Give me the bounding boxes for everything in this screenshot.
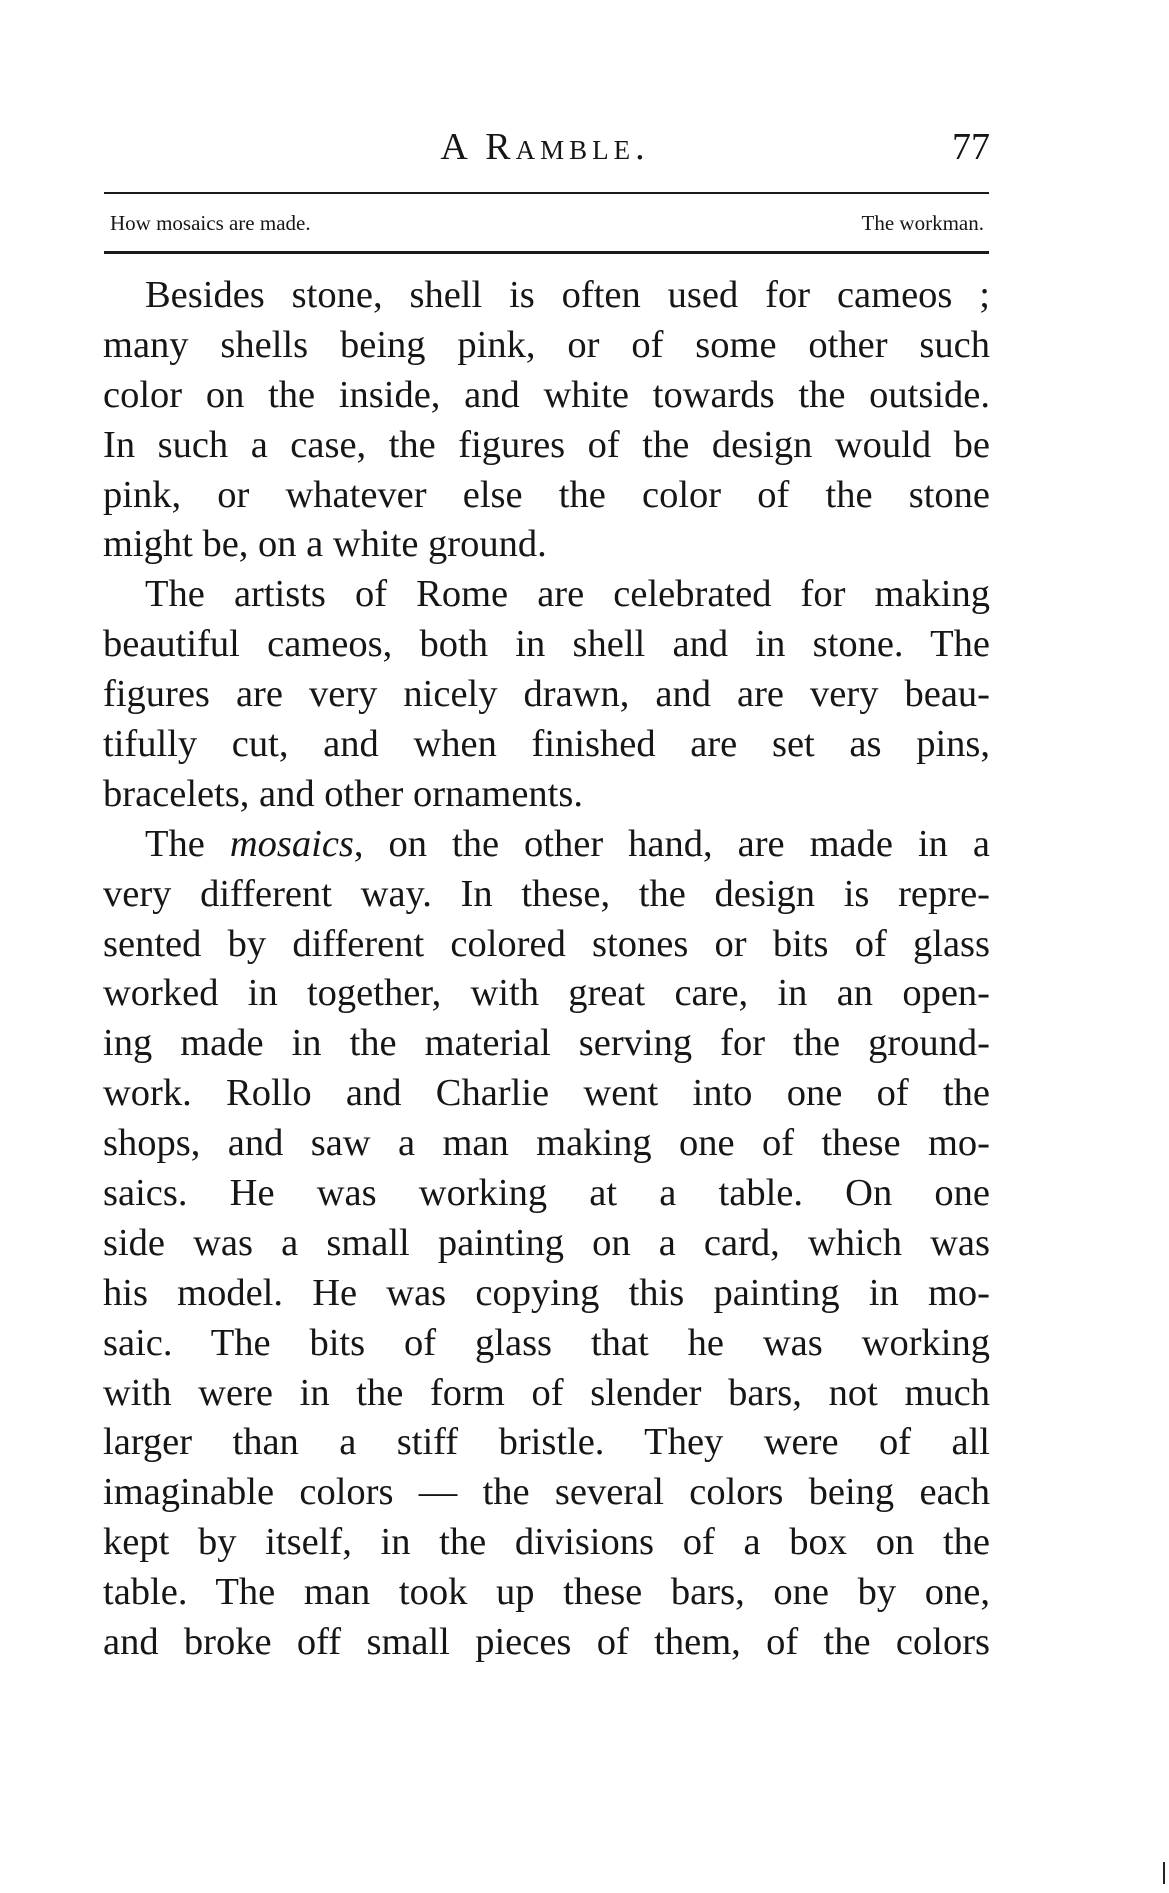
text-line: larger than a stiff bristle. They were of all — [103, 1421, 990, 1464]
text-line: very different way. In these, the design is repre- — [103, 872, 990, 915]
text-line: might be, on a white ground. — [103, 523, 547, 566]
header-rule-bottom — [104, 251, 989, 254]
sidenote-left: How mosaics are made. — [110, 211, 311, 235]
text-line: tifully cut, and when finished are set as pins, — [103, 723, 990, 766]
text-line: saics. He was working at a table. On one — [103, 1172, 990, 1215]
italic-term-mosaics: mosaics — [229, 822, 354, 865]
text-line: his model. He was copying this painting in mo- — [103, 1271, 990, 1314]
text-line: Besides stone, shell is often used for cameos ; — [145, 274, 990, 316]
chapter-title: A Ramble. — [440, 126, 650, 168]
text-run: The — [145, 822, 230, 865]
text-line: and broke off small pieces of them, of the colors — [103, 1621, 990, 1664]
text-line: saic. The bits of glass that he was working — [103, 1321, 990, 1364]
scan-edge-mark — [1163, 1862, 1165, 1884]
text-line-first — [103, 820, 990, 870]
text-line: figures are very nicely drawn, and are very beau- — [103, 673, 990, 716]
text-line: bracelets, and other ornaments. — [103, 772, 583, 815]
running-head — [100, 122, 990, 172]
paragraph-2 — [103, 570, 990, 819]
body-text — [103, 271, 990, 1668]
text-line: color on the inside, and white towards the outside. — [103, 373, 990, 416]
page-number: 77 — [952, 126, 990, 168]
text-line: work. Rollo and Charlie went into one of the — [103, 1072, 990, 1115]
text-line: pink, or whatever else the color of the stone — [103, 473, 990, 516]
text-line: ing made in the material serving for the ground- — [103, 1022, 990, 1065]
text-line: shops, and saw a man making one of these mo- — [103, 1122, 990, 1165]
text-line: side was a small painting on a card, which was — [103, 1221, 990, 1264]
header-rule-top — [104, 192, 989, 194]
text-line: table. The man took up these bars, one by one, — [103, 1571, 990, 1614]
text-run: , on the other hand, are made in a — [353, 822, 990, 865]
text-line: imaginable colors — the several colors being each — [103, 1471, 990, 1514]
text-line: sented by different colored stones or bits of glass — [103, 922, 990, 965]
paragraph-3 — [103, 820, 990, 1668]
text-line: In such a case, the figures of the design would be — [103, 423, 990, 466]
text-line: kept by itself, in the divisions of a box on the — [103, 1521, 990, 1564]
text-line: many shells being pink, or of some other such — [103, 323, 990, 366]
sidenote-right: The workman. — [861, 211, 984, 235]
text-line: beautiful cameos, both in shell and in stone. The — [103, 623, 990, 666]
text-line: with were in the form of slender bars, not much — [103, 1371, 990, 1414]
paragraph-1 — [103, 271, 990, 570]
text-line: The artists of Rome are celebrated for making — [145, 573, 990, 616]
text-line: worked in together, with great care, in an open- — [103, 972, 990, 1015]
